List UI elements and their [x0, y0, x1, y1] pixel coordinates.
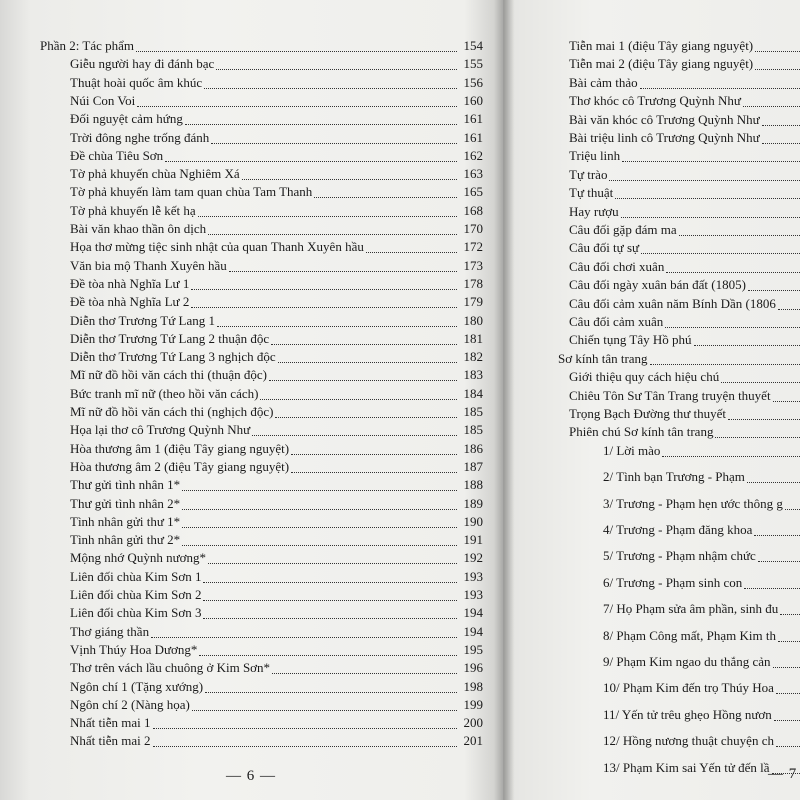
toc-entry-title: 12/ Hồng nương thuật chuyện ch: [603, 733, 774, 749]
toc-entry: [0, 239, 505, 255]
toc-leader-dots: [754, 522, 800, 536]
toc-entry: [0, 422, 505, 438]
toc-entry: [503, 167, 800, 183]
toc-entry-title: Mộng nhớ Quỳnh nương*: [70, 550, 206, 566]
toc-entry-page-number: 184: [463, 385, 483, 401]
toc-entry: [0, 166, 505, 182]
toc-entry: [503, 654, 800, 670]
toc-leader-dots: [242, 166, 457, 180]
toc-entry: [503, 130, 800, 146]
toc-entry-title: Tự trào: [569, 166, 608, 182]
toc-entry: [0, 660, 505, 676]
toc-entry-title: Tờ phả khuyến lễ kết hạ: [70, 202, 196, 218]
toc-leader-dots: [621, 204, 800, 218]
toc-entry: [0, 569, 505, 585]
toc-entry: [0, 349, 505, 365]
toc-entry-title: 3/ Trương - Phạm hẹn ước thông g: [603, 495, 783, 511]
toc-entry-title: Bài văn khóc cô Trương Quỳnh Như: [569, 111, 760, 127]
toc-entry: [0, 605, 505, 621]
toc-entry: [503, 277, 800, 293]
toc-entry: [0, 715, 505, 731]
toc-entry-page-number: 188: [463, 477, 483, 493]
toc-entry: [503, 314, 800, 330]
toc-entry-page-number: 183: [463, 367, 483, 383]
toc-entry-title: Tiễn mai 1 (điệu Tây giang nguyệt): [569, 38, 754, 53]
toc-leader-dots: [743, 93, 800, 107]
toc-leader-dots: [773, 654, 800, 668]
toc-entry-page-number: 195: [463, 641, 483, 657]
toc-leader-dots: [185, 111, 457, 125]
toc-entry-title: Câu đối cảm xuân năm Bính Dần (1806: [569, 295, 776, 311]
toc-leader-dots: [275, 404, 457, 418]
toc-entry: [503, 628, 800, 644]
toc-leader-dots: [165, 148, 457, 162]
toc-leader-dots: [211, 130, 457, 144]
toc-entry-page-number: 170: [463, 221, 483, 236]
toc-leader-dots: [291, 441, 457, 455]
toc-entry-title: Phiên chú Sơ kính tân trang: [569, 424, 714, 440]
toc-leader-dots: [762, 130, 800, 144]
toc-leader-dots: [774, 707, 800, 721]
toc-leader-dots: [192, 697, 457, 711]
toc-leader-dots: [151, 624, 457, 638]
toc-leader-dots: [153, 733, 457, 747]
toc-entry-title: Mĩ nữ đồ hồi văn cách thi (thuận độc): [70, 367, 267, 383]
toc-entry: [503, 443, 800, 459]
toc-entry: [0, 477, 505, 493]
toc-entry-title: 2/ Tình bạn Trương - Phạm: [603, 469, 745, 485]
toc-entry: [0, 331, 505, 347]
toc-entry-page-number: 173: [463, 257, 483, 273]
right-page: [503, 0, 800, 800]
toc-entry-page-number: 198: [463, 678, 483, 694]
toc-entry: [503, 388, 800, 404]
toc-entry: [503, 56, 800, 72]
toc-entry-page-number: 199: [463, 696, 483, 712]
toc-entry-title: Triệu linh: [569, 148, 621, 164]
toc-entry: [503, 75, 800, 91]
toc-leader-dots: [785, 496, 800, 510]
toc-entry-title: Thơ khóc cô Trương Quỳnh Như: [569, 93, 741, 109]
toc-entry: [0, 148, 505, 164]
toc-leader-dots: [773, 388, 800, 402]
toc-entry-title: Thơ trên vách lầu chuông ở Kim Sơn*: [70, 660, 271, 676]
toc-entry-title: Tiễn mai 2 (điệu Tây giang nguyệt): [569, 56, 754, 72]
toc-leader-dots: [755, 38, 800, 52]
toc-entry-page-number: 156: [463, 74, 483, 90]
toc-leader-dots: [776, 733, 800, 747]
toc-entry-title: Liên đối chùa Kim Sơn 3: [70, 605, 202, 621]
left-page-number: — 6 —: [226, 768, 276, 784]
toc-entry: [0, 367, 505, 383]
toc-leader-dots: [747, 469, 800, 483]
toc-entry-page-number: 182: [463, 349, 483, 365]
toc-entry-title: 9/ Phạm Kim ngao du thắng cản: [603, 654, 771, 669]
toc-entry-title: Trọng Bạch Đường thư thuyết: [569, 406, 726, 421]
toc-entry-title: Liên đối chùa Kim Sơn 1: [70, 568, 202, 584]
toc-entry-title: Giới thiệu quy cách hiệu chú: [569, 369, 720, 385]
toc-leader-dots: [137, 93, 457, 107]
toc-entry-title: Liên đối chùa Kim Sơn 2: [70, 587, 202, 602]
toc-entry: [0, 514, 505, 530]
toc-leader-dots: [640, 75, 800, 89]
toc-entry: [0, 386, 505, 402]
toc-entry-title: Đối nguyệt cảm hứng: [70, 111, 183, 127]
toc-entry-title: Họa lại thơ cô Trương Quỳnh Như: [70, 422, 251, 438]
toc-leader-dots: [252, 422, 457, 436]
toc-entry-title: Câu đối ngày xuân bán đất (1805): [569, 277, 746, 293]
toc-leader-dots: [269, 367, 457, 381]
toc-entry-page-number: 160: [463, 92, 483, 108]
toc-entry-title: 5/ Trương - Phạm nhậm chức: [603, 548, 756, 564]
toc-leader-dots: [694, 332, 800, 346]
toc-leader-dots: [203, 587, 457, 601]
toc-entry-page-number: 172: [463, 239, 483, 255]
toc-entry-title: Hòa thương âm 1 (điệu Tây giang nguyệt): [70, 440, 290, 456]
toc-entry: [0, 697, 505, 713]
toc-leader-dots: [182, 514, 457, 528]
toc-entry: [503, 760, 800, 776]
toc-entry-title: Đề tòa nhà Nghĩa Lư 2: [70, 294, 190, 310]
toc-entry-page-number: 165: [463, 184, 483, 200]
toc-entry-title: 4/ Trương - Phạm đăng khoa: [603, 522, 753, 537]
toc-leader-dots: [758, 548, 800, 562]
toc-entry: [503, 259, 800, 275]
toc-entry-page-number: 187: [463, 458, 483, 474]
toc-leader-dots: [778, 628, 800, 642]
toc-leader-dots: [615, 185, 800, 199]
toc-leader-dots: [203, 605, 457, 619]
toc-entry-page-number: 192: [463, 550, 483, 566]
toc-leader-dots: [728, 406, 800, 420]
toc-entry-title: Giễu người hay đi đánh bạc: [70, 56, 215, 72]
toc-leader-dots: [662, 443, 800, 457]
toc-entry-title: Hòa thương âm 2 (điệu Tây giang nguyệt): [70, 458, 290, 474]
toc-leader-dots: [755, 56, 800, 70]
toc-entry-title: 13/ Phạm Kim sai Yến tử đến lầ: [603, 759, 770, 775]
toc-leader-dots: [198, 203, 457, 217]
toc-entry: [0, 130, 505, 146]
toc-leader-dots: [203, 569, 457, 583]
toc-entry: [0, 733, 505, 749]
toc-entry-page-number: 161: [463, 111, 483, 127]
toc-entry-title: Hay rượu: [569, 203, 619, 219]
toc-leader-dots: [778, 296, 800, 310]
toc-entry: [0, 93, 505, 109]
toc-entry: [503, 733, 800, 749]
toc-entry-title: Ngôn chí 1 (Tặng xướng): [70, 678, 204, 694]
toc-leader-dots: [776, 680, 800, 694]
toc-entry-title: Đề chùa Tiêu Sơn: [70, 147, 164, 163]
toc-entry: [0, 313, 505, 329]
toc-entry: [0, 111, 505, 127]
toc-entry-page-number: 190: [463, 513, 483, 529]
toc-entry: [0, 203, 505, 219]
right-page-number: — 7: [768, 766, 798, 782]
toc-entry-title: Câu đối chơi xuân: [569, 258, 665, 274]
toc-leader-dots: [191, 294, 457, 308]
toc-entry: [0, 276, 505, 292]
toc-entry-title: Bài triệu linh cô Trương Quỳnh Như: [569, 130, 760, 145]
toc-entry-title: Vịnh Thúy Hoa Dương*: [70, 641, 198, 657]
toc-leader-dots: [762, 112, 800, 126]
toc-entry-title: Trời đông nghe trống đánh: [70, 129, 210, 145]
toc-entry-title: Câu đối cảm xuân: [569, 314, 664, 329]
toc-entry-title: Mĩ nữ đồ hồi văn cách thi (nghịch độc): [70, 404, 274, 419]
toc-entry-title: Tình nhân gửi thư 2*: [70, 532, 181, 548]
toc-entry: [503, 38, 800, 54]
toc-entry: [0, 56, 505, 72]
toc-leader-dots: [314, 184, 457, 198]
toc-entry-page-number: 179: [463, 294, 483, 310]
toc-leader-dots: [715, 424, 800, 438]
toc-entry-page-number: 161: [463, 129, 483, 145]
toc-entry: [503, 332, 800, 348]
toc-entry-page-number: 193: [463, 587, 483, 602]
toc-entry-title: Diễn thơ Trương Tứ Lang 3 nghịch độc: [70, 349, 276, 365]
toc-entry: [503, 406, 800, 422]
toc-entry: [503, 548, 800, 564]
toc-entry-title: Thuật hoài quốc âm khúc: [70, 74, 203, 90]
toc-entry-title: Bài văn khao thần ôn dịch: [70, 221, 207, 236]
toc-leader-dots: [641, 240, 800, 254]
toc-entry: [503, 575, 800, 591]
toc-entry: [0, 624, 505, 640]
toc-leader-dots: [182, 477, 457, 491]
toc-leader-dots: [278, 349, 457, 363]
toc-leader-dots: [229, 258, 457, 272]
right-toc-list: [503, 0, 800, 800]
toc-entry: [0, 75, 505, 91]
toc-entry-page-number: 168: [463, 202, 483, 218]
toc-entry-title: 6/ Trương - Phạm sinh con: [603, 574, 743, 590]
toc-leader-dots: [216, 56, 457, 70]
toc-entry-page-number: 181: [463, 330, 483, 346]
toc-entry-page-number: 154: [463, 38, 483, 53]
toc-entry-title: Nhất tiễn mai 2: [70, 733, 151, 749]
toc-entry: [0, 587, 505, 603]
toc-entry-title: Văn bia mộ Thanh Xuyên hầu: [70, 257, 227, 273]
toc-entry-title: Phần 2: Tác phẩm: [40, 38, 134, 53]
toc-entry-page-number: 191: [463, 532, 483, 548]
toc-entry-page-number: 162: [463, 147, 483, 163]
toc-entry: [0, 294, 505, 310]
toc-leader-dots: [666, 259, 800, 273]
toc-entry: [503, 424, 800, 440]
toc-leader-dots: [780, 601, 800, 615]
toc-entry: [503, 204, 800, 220]
toc-entry-page-number: 189: [463, 495, 483, 511]
toc-entry-title: 11/ Yến tử trêu ghẹo Hồng nươn: [603, 706, 772, 722]
toc-leader-dots: [721, 369, 800, 383]
toc-entry-title: Tự thuật: [569, 185, 614, 201]
toc-leader-dots: [136, 38, 457, 52]
toc-entry-page-number: 185: [463, 404, 483, 419]
toc-entry: [503, 222, 800, 238]
toc-entry-title: Tờ phả khuyến làm tam quan chùa Tam Thanh: [70, 184, 313, 200]
toc-leader-dots: [622, 148, 800, 162]
toc-entry: [503, 185, 800, 201]
toc-entry-title: Nhất tiễn mai 1: [70, 715, 151, 731]
toc-entry-page-number: 200: [463, 715, 483, 731]
toc-entry-title: Tờ phả khuyến chùa Nghiêm Xá: [70, 166, 240, 182]
toc-leader-dots: [679, 222, 800, 236]
toc-entry-title: Diễn thơ Trương Tứ Lang 1: [70, 312, 215, 328]
toc-entry: [503, 351, 800, 367]
toc-entry-page-number: 186: [463, 440, 483, 456]
toc-entry: [503, 296, 800, 312]
toc-entry-page-number: 180: [463, 312, 483, 328]
toc-entry-title: Thư gửi tình nhân 2*: [70, 495, 181, 511]
toc-entry-title: Thư gửi tình nhân 1*: [70, 477, 181, 493]
toc-leader-dots: [609, 167, 800, 181]
toc-entry-title: Câu đối tự sự: [569, 240, 640, 256]
toc-entry-page-number: 193: [463, 568, 483, 584]
toc-entry: [0, 184, 505, 200]
toc-leader-dots: [291, 459, 457, 473]
toc-entry-title: Câu đối gặp đám ma: [569, 222, 677, 237]
toc-entry: [0, 550, 505, 566]
toc-leader-dots: [208, 550, 457, 564]
toc-leader-dots: [217, 313, 457, 327]
toc-entry: [503, 93, 800, 109]
toc-leader-dots: [366, 239, 457, 253]
toc-entry: [503, 240, 800, 256]
toc-entry: [503, 601, 800, 617]
toc-entry: [0, 459, 505, 475]
toc-leader-dots: [744, 575, 800, 589]
toc-entry-title: Chiêu Tôn Sư Tân Trang truyện thuyết: [569, 387, 771, 403]
toc-leader-dots: [199, 642, 457, 656]
toc-entry-page-number: 201: [463, 733, 483, 749]
toc-entry: [0, 642, 505, 658]
toc-entry: [503, 522, 800, 538]
toc-entry-title: 8/ Phạm Công mất, Phạm Kim th: [603, 627, 776, 643]
toc-entry: [503, 680, 800, 696]
toc-entry-title: 10/ Phạm Kim đến trọ Thúy Hoa: [603, 680, 774, 696]
toc-entry: [503, 369, 800, 385]
toc-entry-page-number: 163: [463, 166, 483, 182]
toc-leader-dots: [665, 314, 800, 328]
toc-entry-title: Diễn thơ Trương Tứ Lang 2 thuận độc: [70, 330, 270, 346]
toc-entry-title: Họa thơ mừng tiệc sinh nhật của quan Thanh Xuyên hầu: [70, 239, 364, 255]
toc-entry-title: Tình nhân gửi thư 1*: [70, 513, 181, 529]
toc-entry-title: Thơ giáng thần: [70, 623, 150, 639]
toc-entry-page-number: 194: [463, 605, 483, 621]
toc-leader-dots: [748, 277, 800, 291]
toc-entry: [0, 679, 505, 695]
toc-leader-dots: [650, 351, 800, 365]
toc-entry-title: Chiến tụng Tây Hồ phú: [569, 332, 692, 348]
toc-entry: [0, 404, 505, 420]
toc-entry: [503, 148, 800, 164]
toc-leader-dots: [182, 532, 457, 546]
toc-entry-title: Đề tòa nhà Nghĩa Lư 1: [70, 275, 190, 291]
toc-entry: [0, 532, 505, 548]
toc-entry-page-number: 185: [463, 422, 483, 438]
toc-leader-dots: [191, 276, 457, 290]
toc-leader-dots: [153, 715, 457, 729]
toc-entry: [503, 496, 800, 512]
toc-entry-title: 7/ Họ Phạm sửa âm phần, sinh đu: [603, 601, 779, 617]
toc-entry-title: Bức tranh mĩ nữ (theo hồi văn cách): [70, 385, 259, 401]
toc-entry: [0, 441, 505, 457]
toc-leader-dots: [182, 496, 457, 510]
toc-entry-page-number: 155: [463, 56, 483, 72]
toc-entry-page-number: 196: [463, 660, 483, 676]
toc-entry: [0, 496, 505, 512]
toc-entry: [0, 221, 505, 237]
toc-entry-title: Núi Con Voi: [70, 92, 136, 108]
toc-leader-dots: [204, 75, 457, 89]
toc-leader-dots: [271, 331, 457, 345]
toc-entry-title: Sơ kính tân trang: [558, 350, 648, 366]
toc-entry: [503, 112, 800, 128]
toc-entry: [0, 258, 505, 274]
toc-entry-title: Ngôn chí 2 (Nàng họa): [70, 696, 190, 712]
toc-leader-dots: [205, 679, 457, 693]
toc-entry-title: Bài cảm thảo: [569, 74, 638, 90]
toc-leader-dots: [260, 386, 457, 400]
toc-entry: [503, 707, 800, 723]
toc-entry-page-number: 178: [463, 275, 483, 291]
toc-entry-page-number: 194: [463, 623, 483, 639]
toc-leader-dots: [272, 660, 457, 674]
toc-leader-dots: [208, 221, 457, 235]
toc-entry-title: 1/ Lời mào: [603, 442, 661, 458]
toc-entry: [503, 469, 800, 485]
toc-entry: [0, 38, 505, 54]
